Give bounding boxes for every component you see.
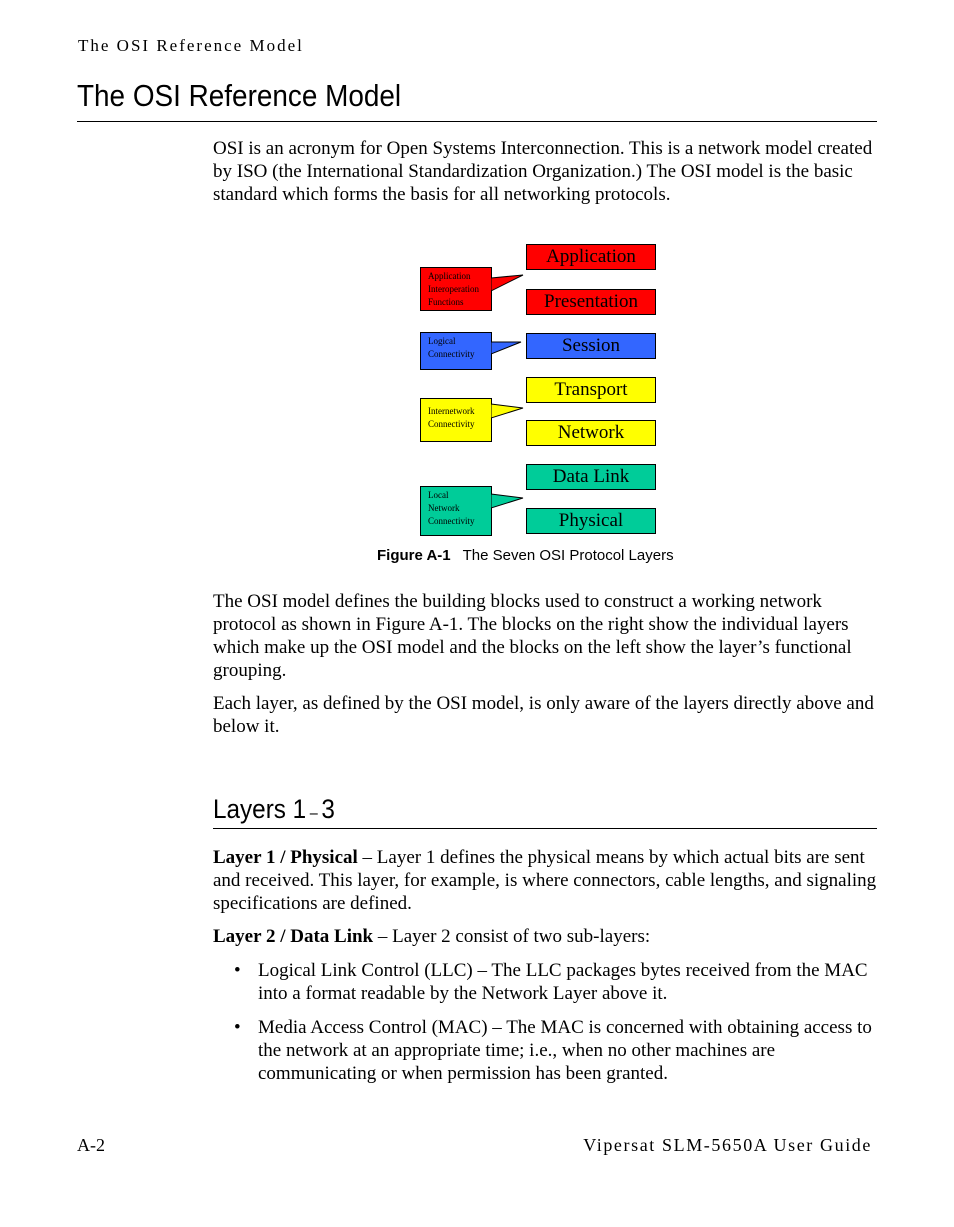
callout-pointer: [491, 402, 525, 422]
list-item: [213, 1016, 877, 1085]
callout-internetwork-connectivity: [420, 398, 492, 442]
page-number: A-2: [77, 1135, 105, 1155]
callout-line: Connectivity: [428, 419, 475, 429]
section-heading-start: Layers 1: [213, 794, 307, 824]
layer1-paragraph: [213, 846, 877, 915]
sublayer-list: [213, 959, 877, 1096]
callout-pointer: [491, 273, 525, 293]
callout-line: Functions: [428, 297, 464, 307]
layer1-term: Layer 1 / Physical: [213, 847, 358, 868]
figure-caption-number: Figure A-1: [377, 547, 451, 564]
callout-line: Application: [428, 271, 471, 281]
figure-caption: [377, 547, 674, 564]
layer1-text: – Layer 1 defines the physical means by which actual bits are sent and received. This layer, for example, is where connectors, cable lengths, and signaling specifications are defined.: [213, 847, 877, 914]
intro-paragraph: OSI is an acronym for Open Systems Interconnection. This is a network model created by ISO (the International Standardization Organization.) The OSI model is the basic standard which forms the basis for all networking protocols.: [213, 138, 873, 205]
callout-line: Connectivity: [428, 516, 475, 526]
callout-line: Connectivity: [428, 349, 475, 359]
layer2-term: Layer 2 / Data Link: [213, 926, 374, 947]
section-rule: [213, 828, 877, 829]
layer-box-application: Application: [526, 244, 656, 270]
bullet-marker: •: [234, 1017, 241, 1038]
running-header: The OSI Reference Model: [78, 36, 304, 55]
callout-line: Logical: [428, 336, 456, 346]
list-item: [213, 959, 877, 1005]
model-paragraph: The OSI model defines the building blocks used to construct a working network protocol as shown in Figure A-1. The blocks on the right show the individual layers which make up the OSI model and the blocks on the left show the layer’s functional grouping.: [213, 591, 852, 681]
layer-box-session: Session: [526, 333, 656, 359]
osi-layers-figure: [420, 244, 660, 536]
callout-pointer: [491, 492, 525, 512]
callout-line: Local: [428, 490, 449, 500]
page-title: The OSI Reference Model: [77, 78, 402, 113]
layer-box-network: Network: [526, 420, 656, 446]
callout-line: Internetwork: [428, 406, 475, 416]
list-item-text: Logical Link Control (LLC) – The LLC packages bytes received from the MAC into a format readable by the Network Layer above it.: [258, 960, 868, 1004]
layer-box-data-link: Data Link: [526, 464, 656, 490]
list-item-text: Media Access Control (MAC) – The MAC is concerned with obtaining access to the network at an appropriate time; i.e., when no other machines are communicating or when permission has been granted.: [258, 1017, 872, 1084]
awareness-paragraph: Each layer, as defined by the OSI model, is only aware of the layers directly above and below it.: [213, 693, 874, 737]
callout-line: Network: [428, 503, 460, 513]
bullet-marker: •: [234, 960, 241, 981]
callout-local-network-connectivity: [420, 486, 492, 536]
title-rule: [77, 121, 877, 122]
callout-application-interoperation: [420, 267, 492, 311]
footer-guide-title: Vipersat SLM-5650A User Guide: [583, 1135, 872, 1155]
section-heading-end: 3: [321, 794, 335, 824]
callout-pointer: [491, 338, 525, 358]
layer-box-transport: Transport: [526, 377, 656, 403]
layer-box-physical: Physical: [526, 508, 656, 534]
figure-caption-text: The Seven OSI Protocol Layers: [462, 547, 674, 564]
section-heading-layers-1-3: [213, 792, 335, 831]
callout-logical-connectivity: [420, 332, 492, 370]
layer-box-presentation: Presentation: [526, 289, 656, 315]
section-heading-dash: –: [309, 805, 318, 822]
layer2-text: – Layer 2 consist of two sub-layers:: [373, 926, 651, 947]
layer2-paragraph: [213, 925, 877, 948]
callout-line: Interoperation: [428, 284, 479, 294]
